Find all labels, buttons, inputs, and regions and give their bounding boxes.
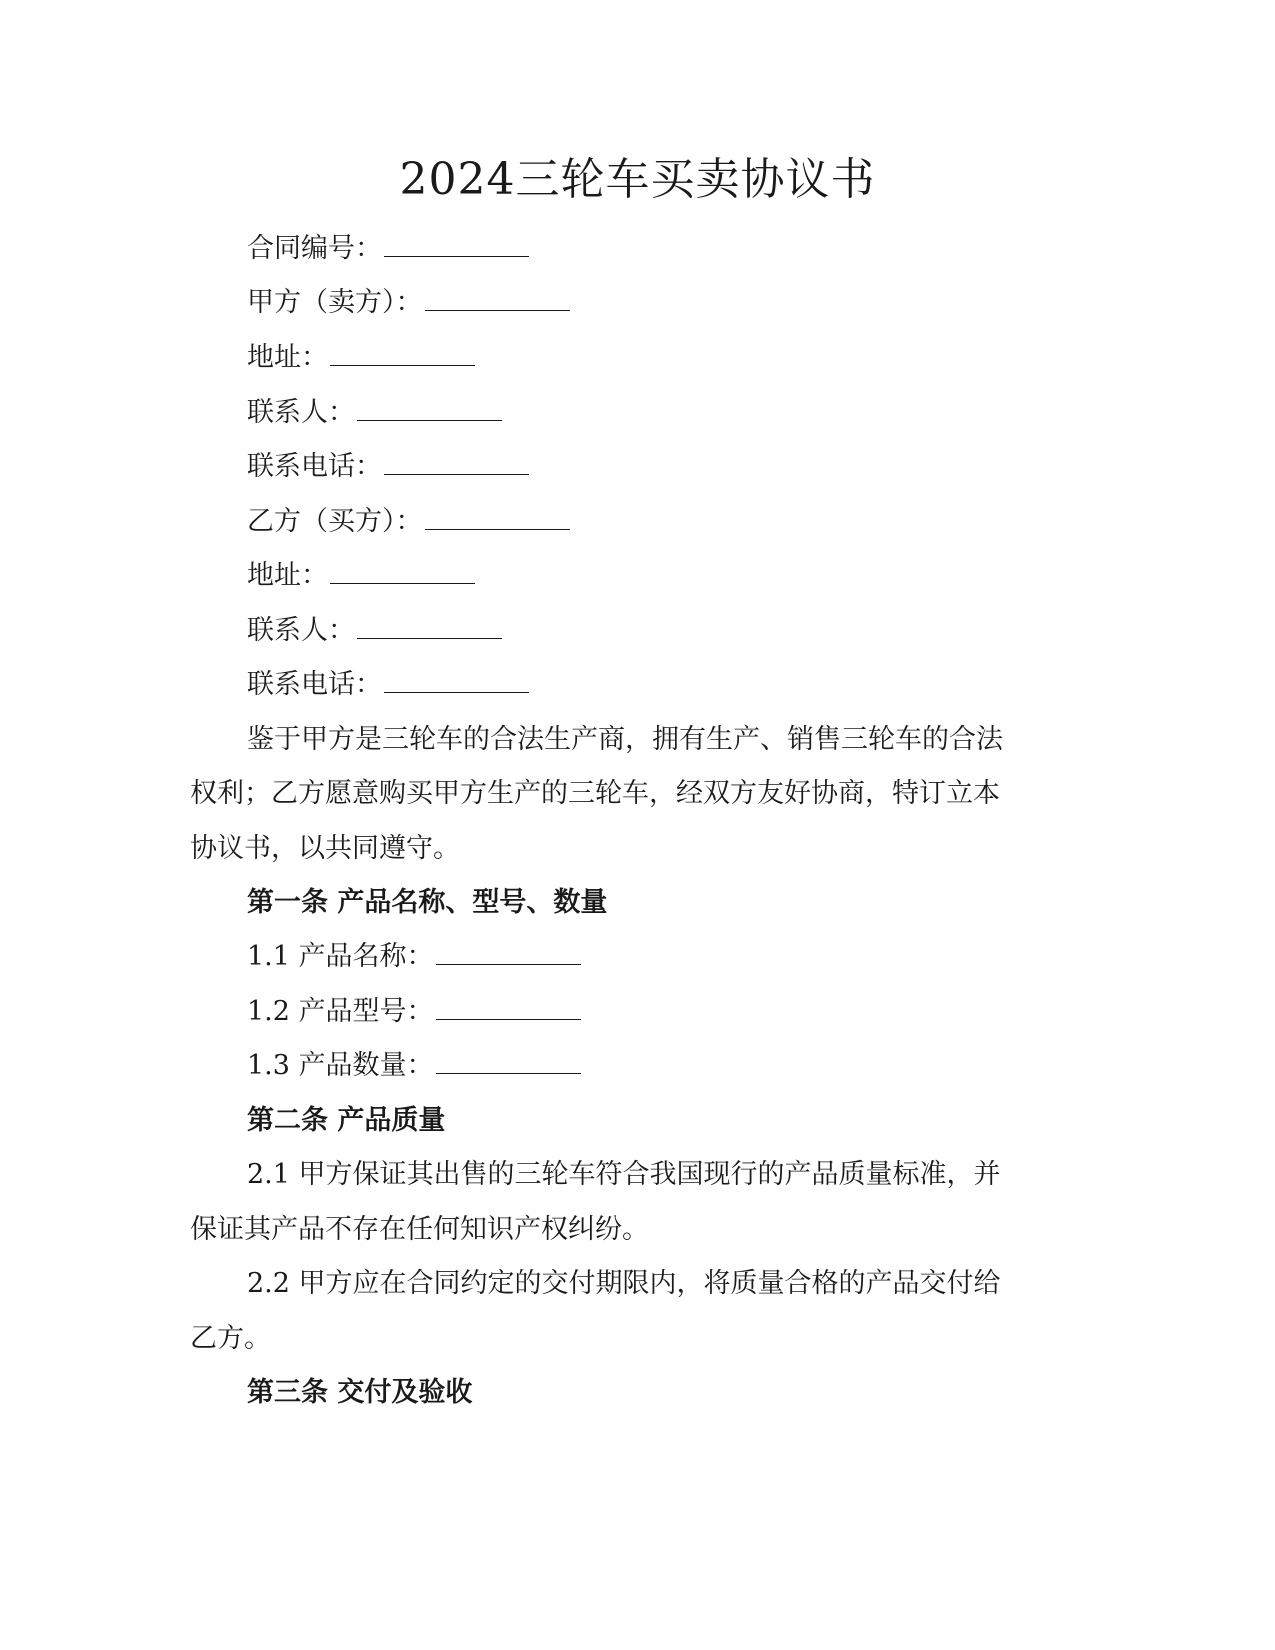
field-party-a-contact xyxy=(247,396,502,430)
item-label: 1.2 产品型号： xyxy=(247,996,434,1027)
field-label: 联系电话： xyxy=(247,669,382,700)
field-label: 联系人： xyxy=(247,615,355,646)
article-1-item-2 xyxy=(247,995,581,1029)
article-2-para-2-line-2: 乙方。 xyxy=(190,1323,271,1354)
field-label: 地址： xyxy=(247,342,328,373)
blank-line xyxy=(330,561,475,584)
field-party-b xyxy=(247,505,570,539)
field-label: 合同编号： xyxy=(247,233,382,264)
blank-line xyxy=(436,942,581,965)
field-party-b-address xyxy=(247,559,475,593)
field-label: 甲方（卖方）： xyxy=(247,287,423,318)
document-title: 2024三轮车买卖协议书 xyxy=(399,154,876,205)
field-party-a-phone xyxy=(247,450,529,484)
preamble-line-3: 协议书，以共同遵守。 xyxy=(190,833,460,864)
field-contract-number xyxy=(247,232,529,266)
preamble-line-2: 权利；乙方愿意购买甲方生产的三轮车，经双方友好协商，特订立本 xyxy=(190,778,1000,809)
blank-line xyxy=(357,398,502,421)
blank-line xyxy=(330,343,475,366)
field-label: 联系电话： xyxy=(247,451,382,482)
preamble-line-1: 鉴于甲方是三轮车的合法生产商，拥有生产、销售三轮车的合法 xyxy=(247,724,1003,755)
article-1-item-1 xyxy=(247,940,581,974)
field-label: 联系人： xyxy=(247,397,355,428)
item-label: 1.3 产品数量： xyxy=(247,1050,434,1081)
blank-line xyxy=(384,670,529,693)
blank-line xyxy=(425,507,570,530)
field-party-a xyxy=(247,286,570,320)
article-2-heading: 第二条 产品质量 xyxy=(247,1105,446,1136)
article-2-para-1-line-1: 2.1 甲方保证其出售的三轮车符合我国现行的产品质量标准，并 xyxy=(247,1159,1001,1190)
article-2-para-2-line-1: 2.2 甲方应在合同约定的交付期限内，将质量合格的产品交付给 xyxy=(247,1268,1001,1299)
field-label: 地址： xyxy=(247,560,328,591)
blank-line xyxy=(384,452,529,475)
blank-line xyxy=(384,234,529,257)
blank-line xyxy=(357,616,502,639)
article-3-heading: 第三条 交付及验收 xyxy=(247,1377,473,1408)
field-party-b-contact xyxy=(247,614,502,648)
blank-line xyxy=(436,997,581,1020)
field-label: 乙方（买方）： xyxy=(247,506,423,537)
blank-line xyxy=(425,288,570,311)
blank-line xyxy=(436,1051,581,1074)
item-label: 1.1 产品名称： xyxy=(247,941,434,972)
article-1-item-3 xyxy=(247,1049,581,1083)
field-party-b-phone xyxy=(247,668,529,702)
article-2-para-1-line-2: 保证其产品不存在任何知识产权纠纷。 xyxy=(190,1214,649,1245)
article-1-heading: 第一条 产品名称、型号、数量 xyxy=(247,887,608,918)
field-party-a-address xyxy=(247,341,475,375)
